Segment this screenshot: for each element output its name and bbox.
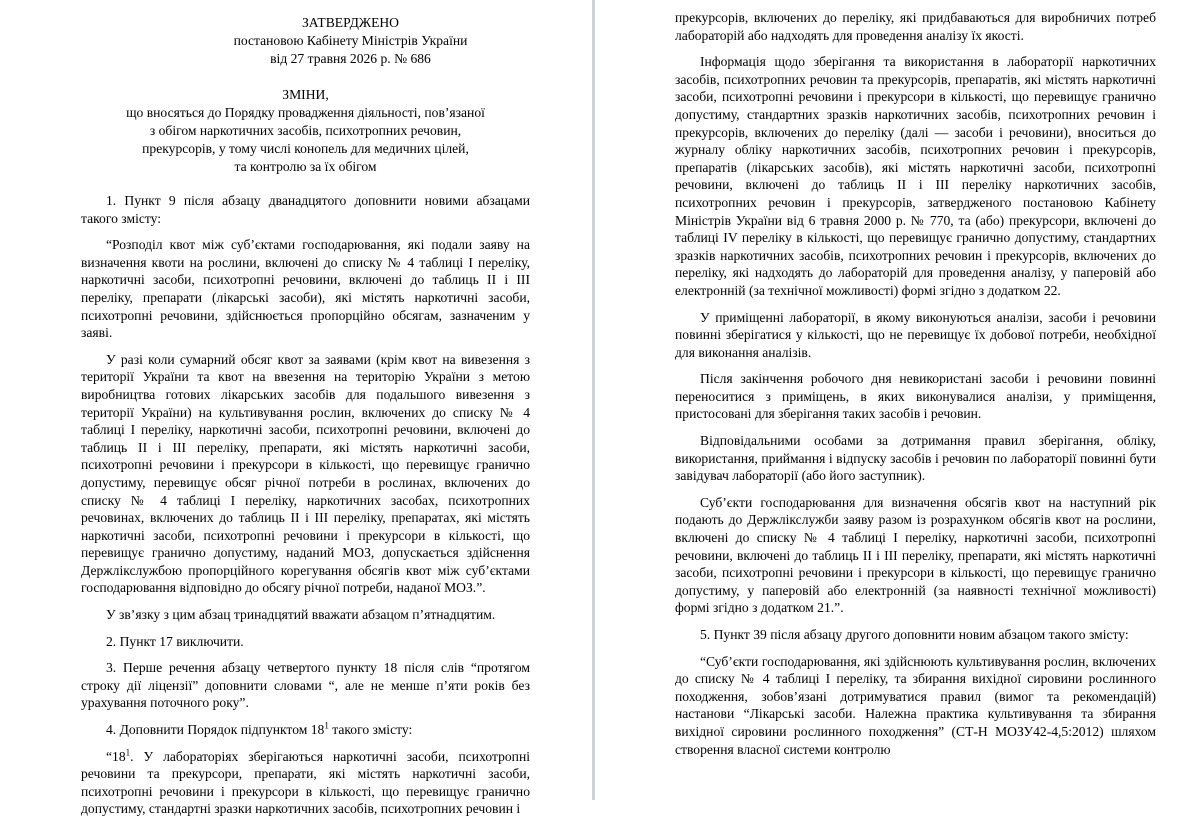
paragraph-quota-request: Суб’єкти господарювання для визначення обсягів квот на наступний рік подають до Держлікслужби заяву разом із розрахунком обсягів квот на рослини, включені до списку № 4 таблиці I переліку, наркотичні засоби, психотропні речовини, включені до таблиць II і III переліку, препарати, які містять наркотичні засоби, психотропні речовини і прекурсори в кількості, що перевищує гранично допустиму, у паперовій або електронній (за наявності технічної можливості) формі згідно з додатком 21.”. xyxy=(675,494,1156,616)
heading-line: та контролю за їх обігом xyxy=(234,159,377,174)
heading-line: з обігом наркотичних засобів, психотропних речовин, xyxy=(149,123,462,138)
document-heading xyxy=(81,86,530,176)
paragraph-end-of-day: Після закінчення робочого дня невикористані засоби і речовини повинні переноситися з приміщень, в яких виконувалися аналізи, у приміщення, пристосовані для зберігання таких засобів і речовин. xyxy=(675,371,1156,422)
approval-line-2: від 27 травня 2026 р. № 686 xyxy=(270,51,431,66)
left-column xyxy=(0,0,592,817)
paragraph-4-text-end: такого змісту: xyxy=(328,722,413,738)
paragraph-1: 1. Пункт 9 після абзацу дванадцятого доповнити новими абзацами такого змісту: xyxy=(81,193,530,226)
paragraph-5-quote: “Суб’єкти господарювання, які здійснюють культивування рослин, включених до списку № 4 таблиці I переліку, та збирання вихідної сировини рослинного походження, зобов’язані дотримуватися правил (вимог та рекомендацій) настанови “Лікарські засоби. Належна практика культивування та збирання вихідної сировини рослинного походження” (СТ-Н МОЗУ42-4,5:2012) шляхом створення власної системи контролю xyxy=(675,653,1156,757)
superscript: 1 xyxy=(324,720,329,731)
paragraph-18-1-start xyxy=(81,748,530,818)
continued-paragraph: прекурсорів, включених до переліку, які придбаваються для виробничих потреб лабораторій або надходять для проведення аналізу їх якості. xyxy=(675,10,1156,43)
paragraph-3: 3. Перше речення абзацу четвертого пункту 18 після слів “протягом строку дії ліцензії” доповнити словами “, але не менше п’яти років без урахування поточного року”. xyxy=(81,660,530,711)
approval-title: ЗАТВЕРДЖЕНО xyxy=(301,15,400,30)
heading-line: прекурсорів, у тому числі конопель для медичних цілей, xyxy=(142,141,469,156)
subpoint-text: . У лабораторіях зберігаються наркотичні засоби, психотропні речовини та прекурсори, препарати, які містять наркотичні засоби, психотропні речовини і прекурсори в кількості, що перевищує гранично допустиму, стандартні зразки наркотичних засобів, психотропних речовин і xyxy=(81,748,530,817)
right-column xyxy=(596,0,1200,800)
paragraph-1-quote-b: У разі коли сумарний обсяг квот за заявами (крім квот на вивезення з території України та квот на ввезення на територію України з метою виробництва готових лікарських засобів для подальшого вивезення з території України) на культивування рослин, включених до списку № 4 таблиці I переліку, наркотичні засоби, психотропні речовини, включені до таблиць II і III переліку, препарати, які містять наркотичні засоби, психотропні речовини і прекурсори в кількості, що перевищує гранично допустиму, перевищує обсяг річної потреби в рослинах, включених до списку № 4 таблиці I переліку, наркотичних засобах, психотропних речовинах, включених до таблиць II і III переліку, препаратах, які містять наркотичні засоби, психотропні речовини і прекурсори в кількості, що перевищує гранично допустиму, наданий МОЗ, допускається здійснення Держлікслужбою пропорційного корегування обсягів квот між суб’єктами господарювання відповідно до обсягу річної потреби, наданої МОЗ.”. xyxy=(81,351,530,596)
heading-title: ЗМІНИ, xyxy=(282,87,329,102)
approval-block xyxy=(171,14,530,68)
superscript: 1 xyxy=(125,747,131,758)
approval-line-1: постановою Кабінету Міністрів України xyxy=(233,33,468,48)
paragraph-storage-info: Інформація щодо зберігання та використання в лабораторії наркотичних засобів, психотропних речовин та прекурсорів, препаратів, які містять наркотичні засоби, психотропні речовини і прекурсори в кількості, що перевищує гранично допустиму, стандартних зразків наркотичних засобів, психотропних речовин і прекурсорів, включених до переліку (далі — засоби і речовини), вноситься до журналу обліку наркотичних засобів, психотропних речовин і прекурсорів, препаратів (лікарських засобів), які містять наркотичні засоби, психотропні речовини, включені до таблиць II і III переліку наркотичних засобів, психотропних речовин і прекурсорів, затвердженого постановою Кабінету Міністрів України від 6 травня 2000 р. № 770, та (або) прекурсори, включені до таблиці IV переліку в кількості, що перевищує гранично допустиму, стандартних зразків наркотичних засобів, психотропних речовин і прекурсорів, включених до переліку, які надходять до лабораторій для проведення аналізу, у паперовій або електронній (за технічної можливості) формі згідно з додатком 22. xyxy=(675,54,1156,298)
paragraph-responsible: Відповідальними особами за дотримання правил зберігання, обліку, використання, приймання і відпуску засобів і речовин по лабораторії повинні бути завідувач лабораторії (або його заступник). xyxy=(675,433,1156,484)
paragraph-4-text: 4. Доповнити Порядок підпунктом 18 xyxy=(106,722,325,738)
paragraph-1-note: У зв’язку з цим абзац тринадцятий вважати абзацом п’ятнадцятим. xyxy=(106,607,496,623)
paragraph-5: 5. Пункт 39 після абзацу другого доповнити новим абзацом такого змісту: xyxy=(700,627,1129,642)
paragraph-2: 2. Пункт 17 виключити. xyxy=(106,633,244,649)
paragraph-lab-storage: У приміщенні лабораторії, в якому виконуються аналізи, засоби і речовини повинні зберігатися у кількості, що не перевищує їх добової потреби, необхідної для виконання аналізів. xyxy=(675,309,1156,360)
paragraph-1-quote-a: “Розподіл квот між суб’єктами господарювання, які подали заяву на визначення квоти на рослини, включені до списку № 4 таблиці I переліку, наркотичні засоби, психотропні речовини, включені до таблиць II і III переліку, препарати (лікарські засоби), які містять наркотичні засоби, психотропні речовини, здійснюється пропорційно обсягам, зазначеним у заяві. xyxy=(81,237,530,341)
column-divider xyxy=(592,0,595,800)
subpoint-number: “18 xyxy=(106,748,126,764)
heading-line: що вносяться до Порядку провадження діяльності, пов’язаної xyxy=(126,105,485,120)
paragraph-4 xyxy=(81,721,530,739)
